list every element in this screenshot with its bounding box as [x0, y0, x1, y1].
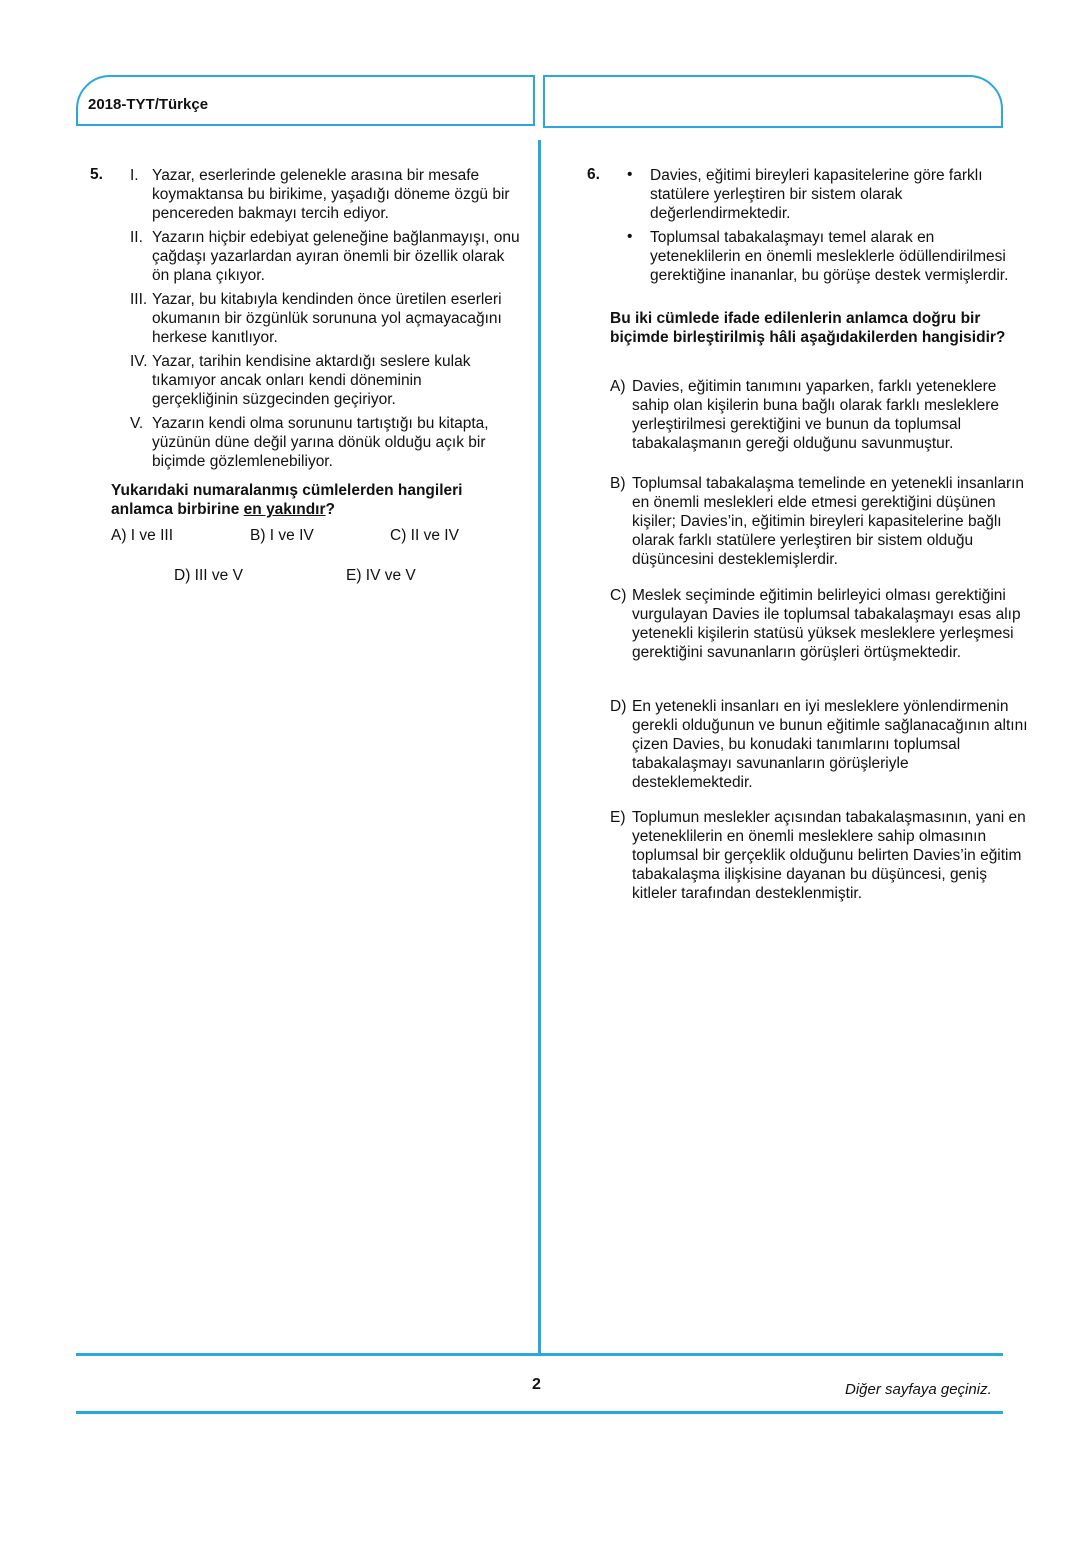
option-text: En yetenekli insanları en iyi mesleklere yönlendirmenin gerekli olduğunun ve bunun eğitimle sağlanacağının altını çizen Davies, bu konudaki tanımlarını toplumsal tabakalaşmayı savunanların görüşleriyle desteklemektedir. [632, 698, 1028, 791]
statement-label: III. [130, 291, 148, 308]
option-label: E) [610, 809, 626, 826]
statement-text: Yazarın hiçbir edebiyat geleneğine bağlanmayışı, onu çağdaşı yazarlardan ayıran önemli bir özellik olarak ön plana çıkıyor. [152, 229, 520, 284]
q5-option-e[interactable]: E) IV ve V [346, 567, 416, 584]
bullet-text: Toplumsal tabakalaşmayı temel alarak en yeteneklilerin en önemli mesleklerle ödüllendirilmesi gerektiğine inananlar, bu görüşe destek vermişlerdir. [650, 229, 1009, 284]
option-label: B) [610, 475, 626, 492]
question-6-number: 6. [587, 166, 600, 183]
statement-text: Yazarın kendi olma sorununu tartıştığı bu kitapta, yüzünün düne değil yarına dönük olduğu açık bir biçimde gözlemlenebiliyor. [152, 415, 489, 470]
header-left-box [76, 75, 535, 126]
footer-top-rule [76, 1353, 1003, 1356]
page-header-title: 2018-TYT/Türkçe [88, 96, 209, 113]
header-right-box [543, 75, 1003, 128]
q6-option-e[interactable] [610, 808, 1040, 908]
q6-option-a[interactable] [610, 377, 1040, 457]
q6-option-d[interactable] [610, 697, 1040, 797]
q6-option-c[interactable] [610, 586, 1040, 686]
question-5-prompt-text: Yukarıdaki numaralanmış cümlelerden hangileri anlamca birbirine [111, 482, 463, 518]
statement-label: II. [130, 229, 143, 246]
page-number: 2 [532, 1376, 541, 1393]
option-text: Toplumun meslekler açısından tabakalaşmasının, yani en yeteneklilerin en önemli mesleklere sahip olmasının toplumsal bir gerçeklik olduğunu belirten Davies’in eğitim tabakalaşma ilişkisine dayanan bu düşüncesi, geniş kitleler tarafından desteklenmiştir. [632, 809, 1026, 902]
option-label: A) [610, 378, 626, 395]
question-6-prompt: Bu iki cümlede ifade edilenlerin anlamca doğru bir biçimde birleştirilmiş hâli aşağıdakilerden hangisidir? [610, 310, 1006, 346]
question-5-prompt-emphasis: en yakındır [243, 501, 326, 518]
bullet-icon: • [627, 166, 633, 183]
footer-bottom-rule [76, 1411, 1003, 1414]
q5-option-c[interactable]: C) II ve IV [390, 527, 459, 544]
statement-label: IV. [130, 353, 148, 370]
option-text: Toplumsal tabakalaşma temelinde en yetenekli insanların en önemli meslekleri elde etmesi gerektiğini düşünen kişiler; Davies’in, eğitimin bireyleri kapasitelerine bağlı olarak farklı statülere yerleştiren bir sistem olduğu düşüncesini desteklemişlerdir. [632, 475, 1025, 568]
q5-option-d[interactable]: D) III ve V [174, 567, 243, 584]
q5-option-b[interactable]: B) I ve IV [250, 527, 314, 544]
statement-text: Yazar, tarihin kendisine aktardığı seslere kulak tıkamıyor ancak onları kendi döneminin gerçekliğinin süzgecinden geçiriyor. [152, 353, 471, 408]
statement-text: Yazar, bu kitabıyla kendinden önce üretilen eserleri okumanın bir özgünlük sorununa yol açmayacağını herkese kanıtlıyor. [152, 291, 502, 346]
question-5-number: 5. [90, 166, 103, 183]
q6-option-b[interactable] [610, 474, 1040, 574]
statement-label: V. [130, 415, 144, 432]
option-text: Meslek seçiminde eğitimin belirleyici olması gerektiğini vurgulayan Davies ile toplumsal tabakalaşmayı esas alıp yetenekli kişilerin statüsü yüksek mesleklere yerleşmesi gerektiğini savunanların görüşleri örtüşmektedir. [632, 587, 1021, 661]
bullet-text: Davies, eğitimi bireyleri kapasitelerine göre farklı statülere yerleştiren bir sistem olarak değerlendirmektedir. [650, 167, 983, 222]
option-label: D) [610, 698, 627, 715]
question-5-prompt [111, 481, 511, 519]
bullet-icon: • [627, 228, 633, 245]
option-label: C) [610, 587, 627, 604]
statement-text: Yazar, eserlerinde gelenekle arasına bir mesafe koymaktansa bu birikime, yaşadığı döneme özgü bir pencereden bakmayı tercih ediyor. [152, 167, 510, 222]
statement-label: I. [130, 167, 139, 184]
q5-option-a[interactable]: A) I ve III [111, 527, 174, 544]
question-5-prompt-end: ? [325, 501, 335, 518]
next-page-note: Diğer sayfaya geçiniz. [845, 1381, 992, 1398]
column-divider [538, 140, 541, 1355]
option-text: Davies, eğitimin tanımını yaparken, farklı yeteneklere sahip olan kişilerin buna bağlı olarak farklı mesleklere yerleştirilmesi gerektiğini ve bunun da toplumsal tabakalaşmanın gereği olduğunu savunmuştur. [632, 378, 1000, 452]
